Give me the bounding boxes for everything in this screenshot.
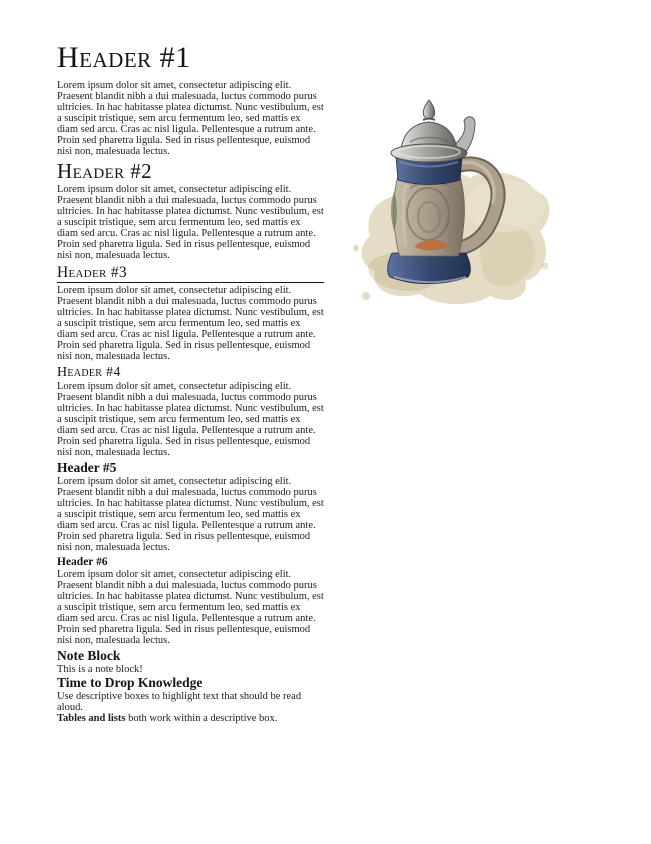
header-4: Header #4 — [57, 365, 121, 380]
wash-speck-3 — [542, 263, 549, 270]
header-2: Header #2 — [57, 159, 153, 183]
knowledge-body: Use descriptive boxes to highlight text that should be read aloud. — [57, 691, 302, 713]
knowledge-line-2 — [57, 713, 324, 724]
paragraph-2: Lorem ipsum dolor sit amet, consectetur adipiscing elit. Praesent blandit nibh a dui malesuada, luctus commodo purus ultricies. In hac habitasse platea dictumst. Nunc vestibulum, est a suscipit tristique, sem arcu fermentum leo, sed mattis ex diam sed arcu. Cras ac nisl ligula. Pellentesque a rutrum ante. Proin sed pharetra ligula. Sed in risus pellentesque, euismod nisi non, malesuada lectus. — [57, 184, 324, 261]
note-block-title: Note Block — [57, 648, 121, 663]
paragraph-5: Lorem ipsum dolor sit amet, consectetur adipiscing elit. Praesent blandit nibh a dui malesuada, luctus commodo purus ultricies. In hac habitasse platea dictumst. Nunc vestibulum, est a suscipit tristique, sem arcu fermentum leo, sed mattis ex diam sed arcu. Cras ac nisl ligula. Pellentesque a rutrum ante. Proin sed pharetra ligula. Sed in risus pellentesque, euismod nisi non, malesuada lectus. — [57, 476, 324, 553]
knowledge-line-2-rest: both work within a descriptive box. — [125, 713, 278, 724]
stein-base — [388, 253, 471, 284]
paragraph-4: Lorem ipsum dolor sit amet, consectetur adipiscing elit. Praesent blandit nibh a dui malesuada, luctus commodo purus ultricies. In hac habitasse platea dictumst. Nunc vestibulum, est a suscipit tristique, sem arcu fermentum leo, sed mattis ex diam sed arcu. Cras ac nisl ligula. Pellentesque a rutrum ante. Proin sed pharetra ligula. Sed in risus pellentesque, euismod nisi non, malesuada lectus. — [57, 381, 324, 458]
paragraph-6: Lorem ipsum dolor sit amet, consectetur adipiscing elit. Praesent blandit nibh a dui malesuada, luctus commodo purus ultricies. In hac habitasse platea dictumst. Nunc vestibulum, est a suscipit tristique, sem arcu fermentum leo, sed mattis ex diam sed arcu. Cras ac nisl ligula. Pellentesque a rutrum ante. Proin sed pharetra ligula. Sed in risus pellentesque, euismod nisi non, malesuada lectus. — [57, 569, 324, 646]
header-3: Header #3 — [57, 264, 324, 283]
stein-finial — [423, 100, 434, 119]
note-block-body: This is a note block! — [57, 664, 143, 675]
knowledge-emphasis: Tables and lists — [57, 713, 126, 724]
wash-speck-1 — [362, 292, 370, 300]
stein-body — [391, 176, 464, 256]
wash-speck-2 — [353, 245, 359, 251]
stein-illustration — [340, 96, 560, 314]
text-column — [57, 42, 324, 724]
paragraph-3: Lorem ipsum dolor sit amet, consectetur adipiscing elit. Praesent blandit nibh a dui malesuada, luctus commodo purus ultricies. In hac habitasse platea dictumst. Nunc vestibulum, est a suscipit tristique, sem arcu fermentum leo, sed mattis ex diam sed arcu. Cras ac nisl ligula. Pellentesque a rutrum ante. Proin sed pharetra ligula. Sed in risus pellentesque, euismod nisi non, malesuada lectus. — [57, 285, 324, 362]
knowledge-title: Time to Drop Knowledge — [57, 675, 203, 690]
header-1: Header #1 — [57, 41, 191, 74]
paragraph-1: Lorem ipsum dolor sit amet, consectetur adipiscing elit. Praesent blandit nibh a dui malesuada, luctus commodo purus ultricies. In hac habitasse platea dictumst. Nunc vestibulum, est a suscipit tristique, sem arcu fermentum leo, sed mattis ex diam sed arcu. Cras ac nisl ligula. Pellentesque a rutrum ante. Proin sed pharetra ligula. Sed in risus pellentesque, euismod nisi non, malesuada lectus. — [57, 80, 324, 157]
beer-stein-watercolor-svg — [340, 96, 560, 314]
stein-lid — [391, 100, 467, 162]
header-6: Header #6 — [57, 556, 108, 568]
header-5: Header #5 — [57, 460, 117, 475]
